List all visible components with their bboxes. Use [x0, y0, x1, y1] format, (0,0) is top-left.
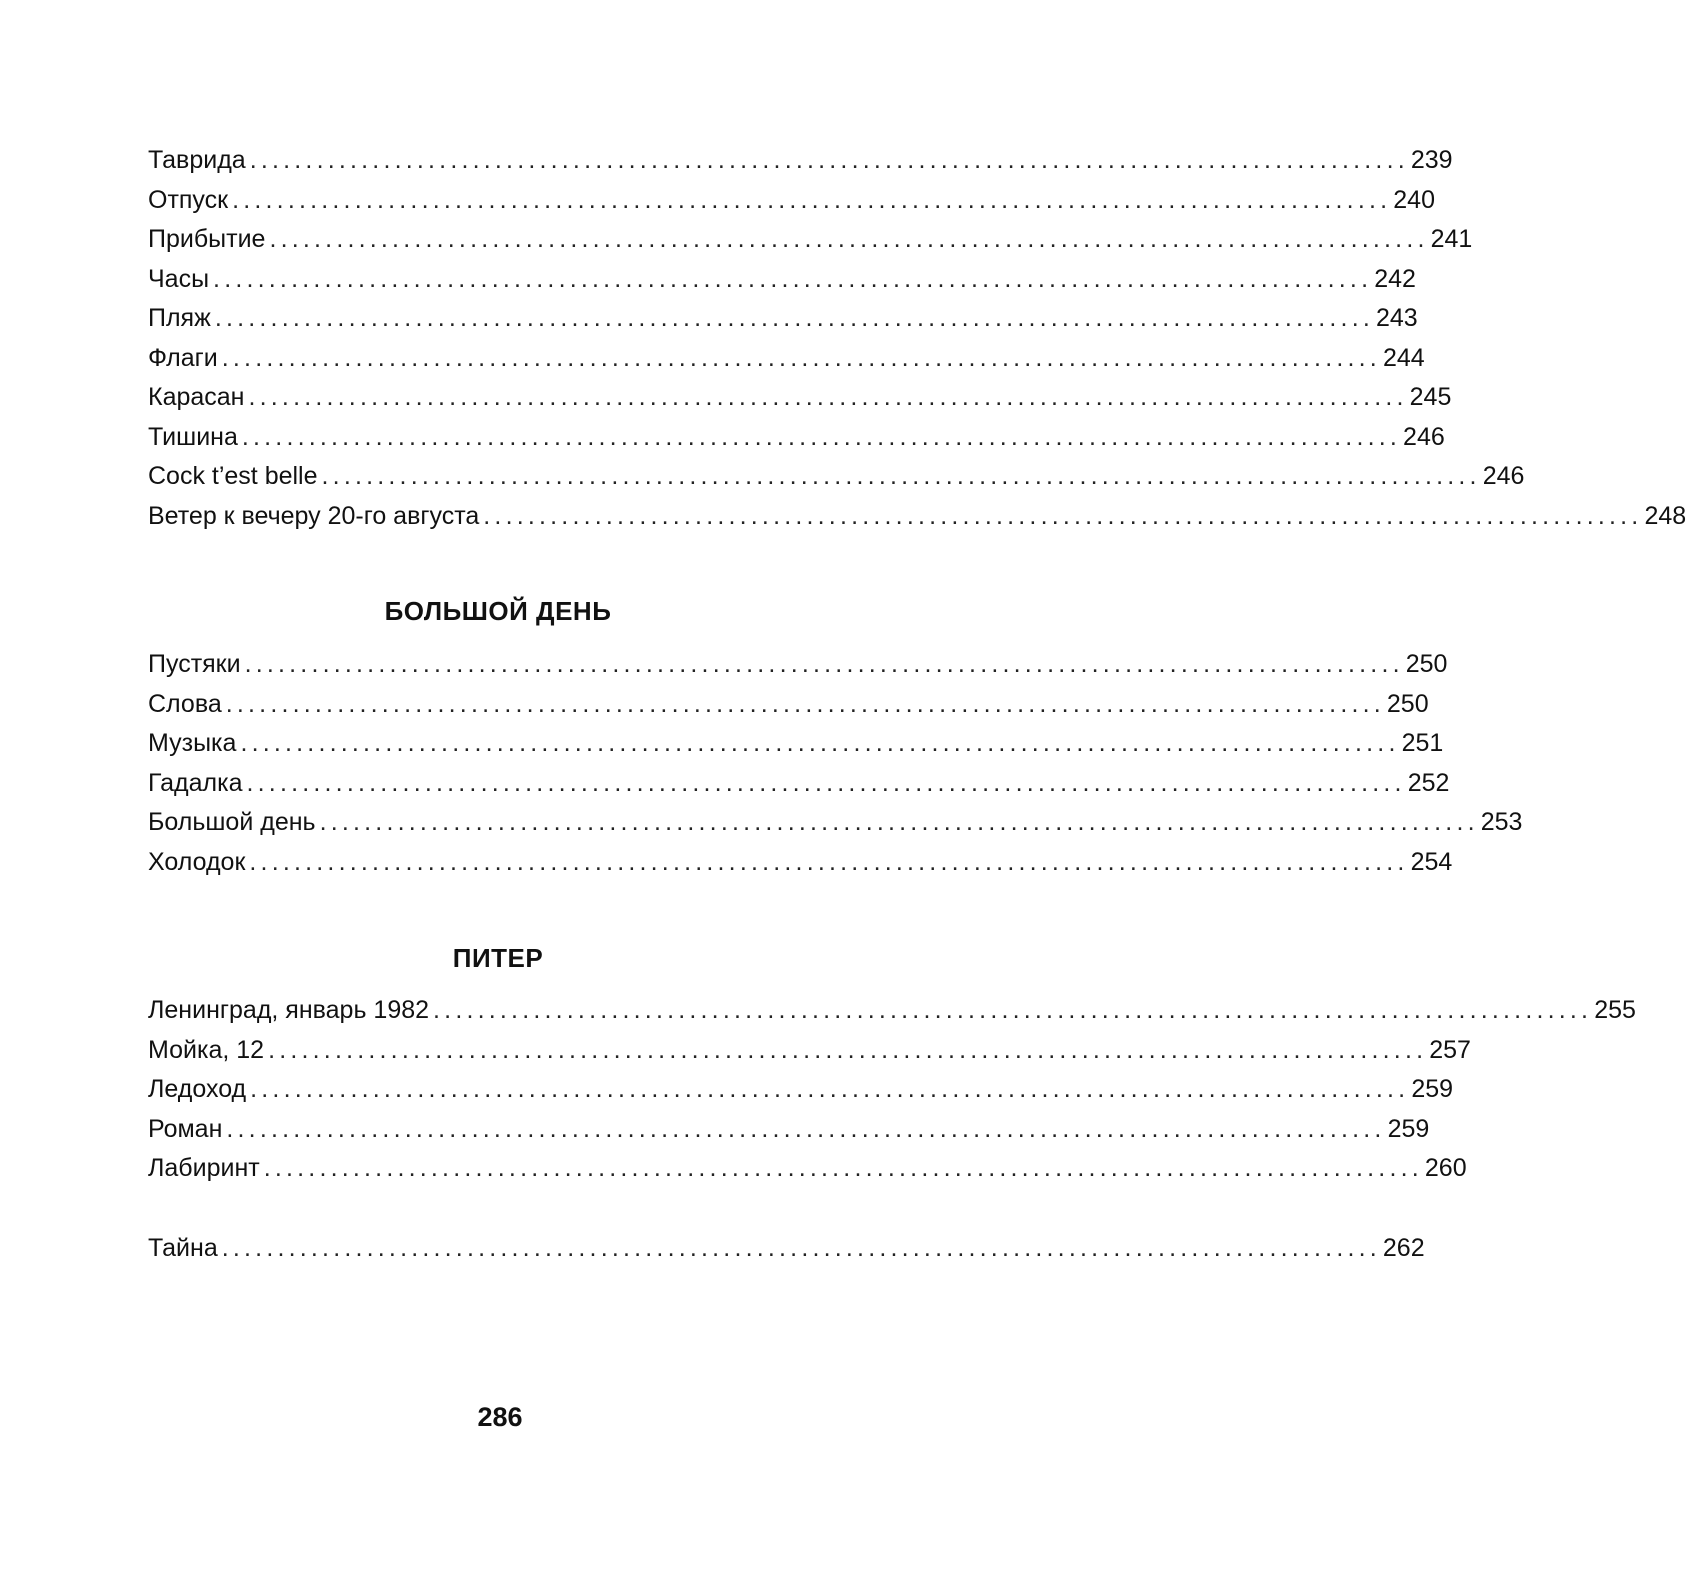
toc-entry [148, 685, 1429, 725]
toc-entry-page: 242 [1374, 264, 1416, 293]
dot-leader: ........................................................................................................ [240, 729, 1400, 757]
toc-entry-page: 260 [1424, 1154, 1467, 1182]
toc-entry-page: 250 [1386, 689, 1429, 718]
toc-entry-page: 250 [1405, 650, 1448, 678]
toc-entry-page: 246 [1482, 462, 1525, 490]
dot-leader: ........................................................................................................ [221, 1234, 1381, 1262]
toc-entry [148, 803, 1523, 843]
toc-group-1 [148, 141, 1686, 536]
toc-entry-title: Мойка, 12 [148, 1035, 265, 1064]
dot-leader: ........................................................................................................ [214, 304, 1374, 332]
toc-entry-title: Флаги [148, 343, 218, 372]
toc-entry-page: 239 [1410, 146, 1453, 174]
toc-entry [148, 724, 1444, 764]
toc-entry-title: Отпуск [148, 185, 229, 214]
toc-entry-page: 243 [1376, 304, 1418, 332]
toc-entry-page: 245 [1409, 383, 1452, 411]
toc-entry-title: Тишина [148, 422, 238, 451]
dot-leader: ........................................................................................................ [269, 225, 1429, 253]
toc-entry-title: Cock t’est belle [148, 462, 318, 490]
toc-entry [148, 1229, 1425, 1269]
toc-entry-title: Ветер к вечеру 20-го августа [148, 501, 480, 530]
toc-entry-page: 241 [1430, 225, 1473, 253]
toc-entry [148, 457, 1525, 497]
dot-leader: ........................................................................................................ [249, 146, 1409, 174]
toc-entry-title: Тайна [148, 1234, 218, 1262]
toc-entry [148, 339, 1425, 379]
toc-entry [148, 260, 1416, 300]
toc-entry [148, 497, 1686, 537]
toc-entry-title: Карасан [148, 383, 245, 411]
toc-group-2 [148, 645, 1523, 882]
toc-entry [148, 764, 1450, 804]
toc-entry-page: 248 [1644, 501, 1686, 530]
page-number: 286 [477, 1402, 523, 1432]
toc-entry-page: 253 [1480, 808, 1523, 836]
dot-leader: ........................................................................................................ [226, 1114, 1386, 1143]
toc-entry [148, 418, 1445, 458]
toc-entry-title: Лабиринт [148, 1154, 260, 1182]
dot-leader: ........................................................................................................ [250, 1075, 1410, 1103]
toc-entry-page: 244 [1382, 343, 1425, 372]
toc-entry [148, 645, 1448, 685]
toc-entry [148, 378, 1452, 418]
toc-entry-title: Прибытие [148, 225, 266, 253]
toc-entry-title: Холодок [148, 847, 246, 876]
toc-entry [148, 299, 1418, 339]
toc-entry [148, 1110, 1430, 1150]
toc-group-4 [148, 1229, 1425, 1269]
toc-entry [148, 141, 1453, 181]
toc-entry-page: 251 [1401, 729, 1444, 757]
toc-entry [148, 181, 1435, 221]
toc-entry-page: 257 [1429, 1035, 1471, 1064]
toc-group-3 [148, 991, 1636, 1189]
toc-entry-page: 262 [1382, 1234, 1425, 1262]
toc-entry [148, 1149, 1467, 1189]
toc-entry-title: Ленинград, январь 1982 [148, 996, 430, 1024]
toc-entry-title: Роман [148, 1114, 223, 1143]
toc-entry [148, 220, 1473, 260]
toc-entry-title: Большой день [148, 808, 316, 836]
dot-leader: ........................................................................................................ [246, 768, 1406, 797]
toc-entry-page: 240 [1393, 185, 1435, 214]
toc-entry-page: 246 [1403, 422, 1445, 451]
dot-leader: ........................................................................................................ [249, 847, 1409, 876]
toc-entry [148, 991, 1636, 1031]
dot-leader: ........................................................................................................ [221, 343, 1381, 372]
dot-leader: ........................................................................................................ [433, 996, 1593, 1024]
toc-entry [148, 1070, 1454, 1110]
toc-entry [148, 843, 1453, 883]
toc-entry-page: 252 [1407, 768, 1450, 797]
toc-entry [148, 1031, 1471, 1071]
dot-leader: ........................................................................................................ [248, 383, 1408, 411]
section-heading-bolshoy-den: БОЛЬШОЙ ДЕНЬ [384, 596, 612, 626]
toc-entry-title: Пляж [148, 304, 211, 332]
dot-leader: ........................................................................................................ [232, 185, 1392, 214]
toc-entry-page: 259 [1411, 1075, 1454, 1103]
dot-leader: ........................................................................................................ [241, 422, 1402, 451]
toc-entry-title: Слова [148, 689, 222, 718]
dot-leader: ........................................................................................................ [319, 808, 1479, 836]
toc-entry-page: 259 [1387, 1114, 1430, 1143]
dot-leader: ........................................................................................................ [268, 1035, 1428, 1064]
dot-leader: ........................................................................................................ [225, 689, 1385, 718]
toc-entry-title: Гадалка [148, 768, 243, 797]
dot-leader: ........................................................................................................ [213, 264, 1373, 293]
toc-entry-title: Пустяки [148, 650, 241, 678]
section-heading-piter: ПИТЕР [452, 943, 544, 973]
toc-entry-title: Таврида [148, 146, 246, 174]
toc-entry-title: Часы [148, 264, 210, 293]
dot-leader: ........................................................................................................ [263, 1154, 1423, 1182]
toc-entry-page: 254 [1410, 847, 1453, 876]
dot-leader: ........................................................................................................ [483, 501, 1643, 530]
toc-entry-title: Музыка [148, 729, 237, 757]
toc-entry-title: Ледоход [148, 1075, 247, 1103]
toc-entry-page: 255 [1594, 996, 1636, 1024]
dot-leader: ........................................................................................................ [321, 462, 1481, 490]
dot-leader: ........................................................................................................ [244, 650, 1404, 678]
